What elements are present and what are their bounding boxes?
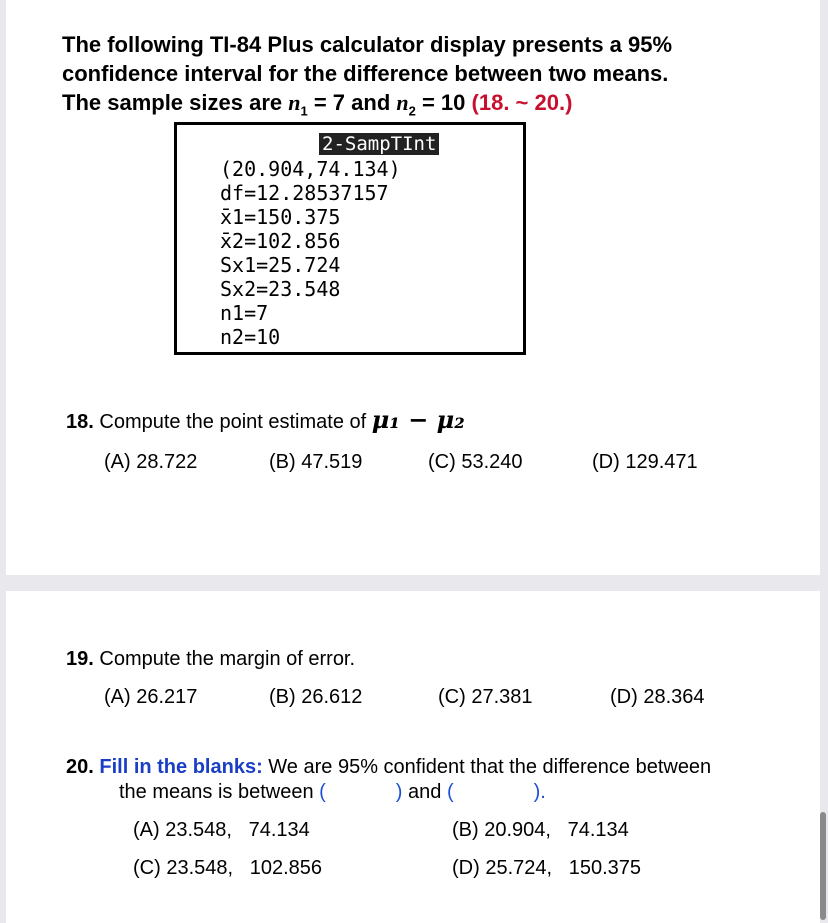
- q20-lead: Fill in the blanks:: [99, 756, 263, 778]
- question-card-top: [6, 0, 820, 575]
- calc-line: x̄2=102.856: [220, 229, 341, 253]
- q18-option-c[interactable]: (C) 53.240: [428, 451, 523, 473]
- calc-line: n1=7: [220, 301, 269, 325]
- calc-line: n2=10: [220, 325, 281, 349]
- q20-and: and: [402, 781, 447, 803]
- q20-option-d[interactable]: (D) 25.724, 150.375: [452, 857, 642, 879]
- q20-number: 20.: [66, 756, 94, 778]
- q20-option-c[interactable]: (C) 23.548, 102.856: [133, 857, 323, 879]
- calc-line: Sx1=25.724: [220, 253, 341, 277]
- intro-prefix: The sample sizes are: [62, 90, 289, 115]
- n1-var: n: [288, 90, 301, 115]
- calculator-title: 2-SampTInt: [319, 133, 439, 155]
- n1-val: = 7 and: [307, 90, 397, 115]
- n2-val: = 10: [415, 90, 466, 115]
- q19-option-a[interactable]: (A) 26.217: [104, 686, 198, 708]
- calculator-output: [220, 157, 401, 349]
- q18-number: 18.: [66, 411, 94, 433]
- question-19: [66, 647, 355, 671]
- q19-option-c[interactable]: (C) 27.381: [438, 686, 533, 708]
- question-18: [66, 405, 465, 434]
- q18-option-a[interactable]: (A) 28.722: [104, 451, 198, 473]
- q18-option-d[interactable]: (D) 129.471: [592, 451, 698, 473]
- calc-line: Sx2=23.548: [220, 277, 341, 301]
- n2-sub: 2: [408, 103, 416, 119]
- q18-formula: μ₁ − μ₂: [371, 405, 465, 434]
- q20-line-2: [119, 780, 546, 804]
- q20-text: We are 95% confident that the difference between: [262, 756, 712, 778]
- calculator-display: [174, 122, 526, 355]
- n2-var: n: [396, 90, 409, 115]
- blank-1-close: ): [395, 781, 403, 803]
- intro-line-3: [62, 88, 802, 125]
- blank-1-open: (: [319, 781, 326, 803]
- q20-option-b[interactable]: (B) 20.904, 74.134: [452, 819, 629, 841]
- intro-line-2: confidence interval for the difference between two means.: [62, 61, 669, 86]
- intro-line-1: The following TI-84 Plus calculator display presents a 95%: [62, 32, 673, 57]
- q19-number: 19.: [66, 648, 94, 670]
- question-card-bottom: [6, 591, 820, 923]
- scrollbar[interactable]: [820, 812, 826, 920]
- q19-option-b[interactable]: (B) 26.612: [269, 686, 363, 708]
- q18-option-b[interactable]: (B) 47.519: [269, 451, 363, 473]
- question-range: (18. ~ 20.): [471, 90, 573, 115]
- q19-text: Compute the margin of error.: [99, 648, 356, 670]
- q18-text: Compute the point estimate of: [99, 411, 367, 433]
- blank-2-open: (: [446, 781, 454, 803]
- q19-option-d[interactable]: (D) 28.364: [610, 686, 705, 708]
- intro-text: [62, 30, 802, 125]
- blank-2-close: ).: [533, 781, 546, 803]
- calc-line: df=12.28537157: [220, 181, 389, 205]
- n1-sub: 1: [300, 103, 308, 119]
- question-20: [66, 755, 806, 779]
- calc-line: (20.904,74.134): [220, 157, 401, 181]
- q20-line2-text: the means is between: [119, 781, 320, 803]
- q20-option-a[interactable]: (A) 23.548, 74.134: [133, 819, 310, 841]
- calc-line: x̄1=150.375: [220, 205, 341, 229]
